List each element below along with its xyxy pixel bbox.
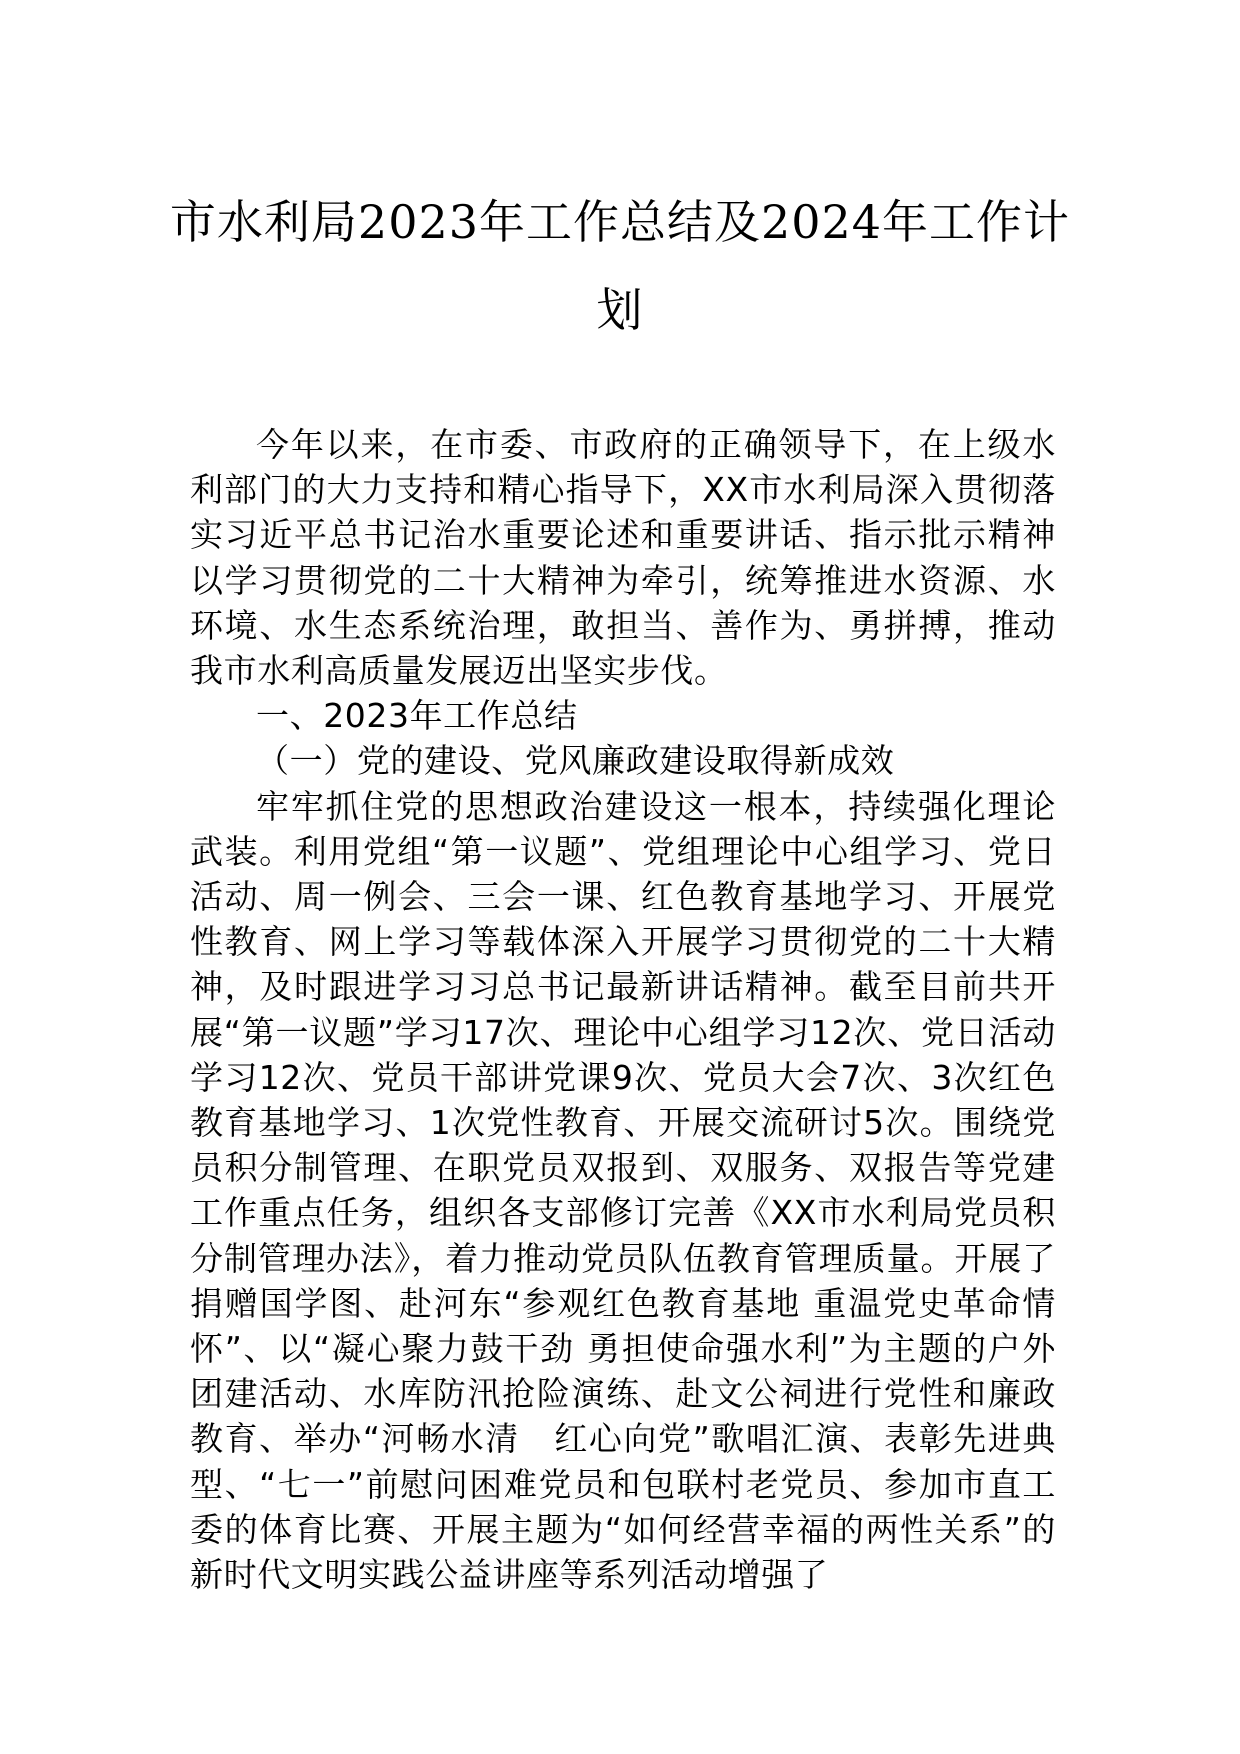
intro-paragraph: 今年以来，在市委、市政府的正确领导下，在上级水利部门的大力支持和精心指导下，XX市水利局深入贯彻落实习近平总书记治水重要论述和重要讲话、指示批示精神以学习贯彻党的二十大精神为牵引，统筹推进水资源、水环境、水生态系统治理，敢担当、善作为、勇拼搏，推动我市水利高质量发展迈出坚实步伐。 bbox=[190, 425, 1056, 691]
document-title: 市水利局2023年工作总结及2024年工作计划 bbox=[169, 195, 1071, 337]
section-heading: 一、2023年工作总结 bbox=[256, 696, 578, 736]
document-body bbox=[190, 422, 1056, 1597]
subsection-heading: （一）党的建设、党风廉政建设取得新成效 bbox=[256, 741, 895, 781]
body-paragraph: 牢牢抓住党的思想政治建设这一根本，持续强化理论武装。利用党组“第一议题”、党组理论中心组学习、党日活动、周一例会、三会一课、红色教育基地学习、开展党性教育、网上学习等载体深入开展学习贯彻党的二十大精神，及时跟进学习习总书记最新讲话精神。截至目前共开展“第一议题”学习17次、理论中心组学习12次、党日活动学习12次、党员干部讲党课9次、党员大会7次、3次红色教育基地学习、1次党性教育、开展交流研讨5次。围绕党员积分制管理、在职党员双报到、双服务、双报告等党建工作重点任务，组织各支部修订完善《XX市水利局党员积分制管理办法》，着力推动党员队伍教育管理质量。开展了捐赠国学图、赴河东“参观红色教育基地 重温党史革命情怀”、以“凝心聚力鼓干劲 勇担使命强水利”为主题的户外团建活动、水库防汛抢险演练、赴文公祠进行党性和廉政教育、举办“河畅水清 红心向党”歌唱汇演、表彰先进典型、“七一”前慰问困难党员和包联村老党员、参加市直工委的体育比赛、开展主题为“如何经营幸福的两性关系”的新时代文明实践公益讲座等系列活动增强了 bbox=[190, 786, 1056, 1595]
